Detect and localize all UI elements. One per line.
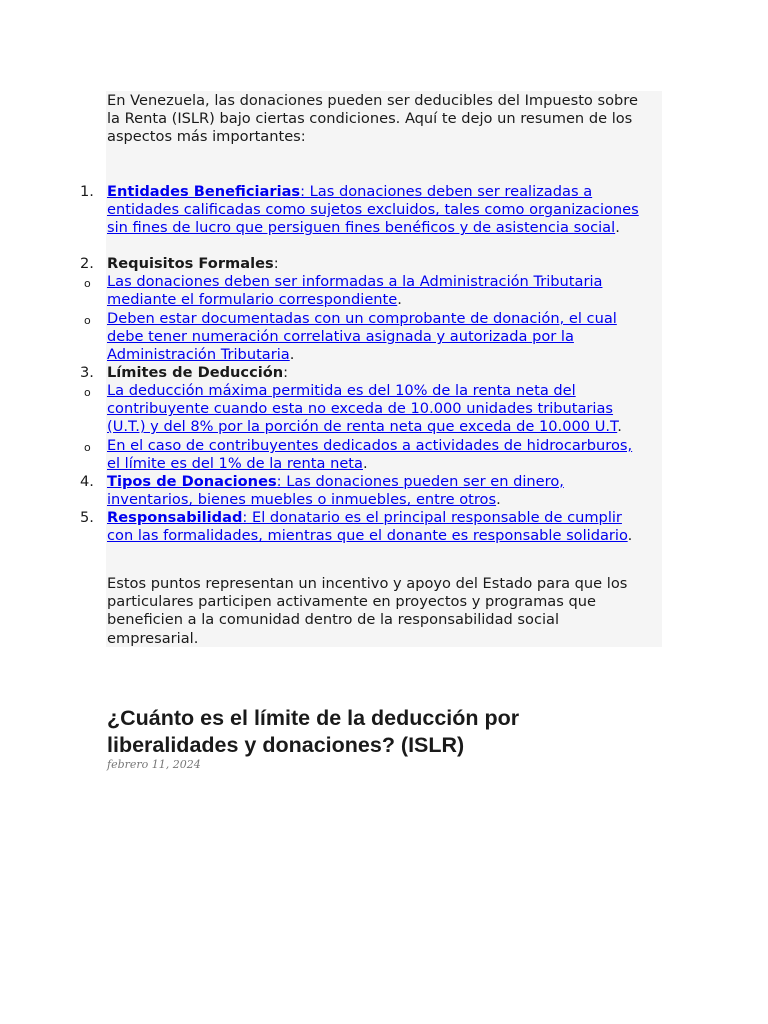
intro-line: En Venezuela, las donaciones pueden ser deducibles del Impuesto sobre bbox=[107, 92, 638, 109]
punctuation: . bbox=[397, 291, 402, 309]
limites-link-2-cont[interactable]: el límite es del 1% de la renta neta bbox=[107, 455, 363, 473]
punctuation: . bbox=[617, 418, 622, 436]
sub-item bbox=[84, 310, 667, 365]
responsabilidad-link-cont[interactable]: con las formalidades, mientras que el donante es responsable solidario bbox=[107, 527, 628, 545]
list-item-requisitos bbox=[80, 255, 667, 273]
outro-line: particulares participen activamente en proyectos y programas que bbox=[107, 593, 596, 611]
bullet-marker: o bbox=[84, 277, 91, 290]
punctuation: : bbox=[273, 255, 279, 272]
intro-paragraph bbox=[107, 92, 667, 147]
limites-link-1-cont[interactable]: (U.T.) y del 8% por la porción de renta neta que exceda de 10.000 U.T bbox=[107, 418, 618, 436]
outro-line: empresarial. bbox=[107, 629, 199, 647]
outro-line: Estos puntos representan un incentivo y apoyo del Estado para que los bbox=[107, 575, 628, 592]
tipos-link[interactable] bbox=[107, 473, 564, 490]
article-date: febrero 11, 2024 bbox=[107, 758, 201, 771]
link-title: Responsabilidad bbox=[107, 509, 243, 526]
list-number: 4. bbox=[80, 473, 94, 490]
responsabilidad-link[interactable] bbox=[107, 509, 622, 526]
list-number: 2. bbox=[80, 255, 94, 272]
link-text: : El donatario es el principal responsable de cumplir bbox=[242, 509, 622, 526]
list-number: 5. bbox=[80, 509, 94, 526]
bullet-marker: o bbox=[84, 386, 91, 399]
requisitos-link-1-cont[interactable]: mediante el formulario correspondiente bbox=[107, 291, 398, 309]
punctuation: . bbox=[615, 219, 620, 237]
bullet-marker: o bbox=[84, 314, 91, 327]
outro-line: beneficien a la comunidad dentro de la responsabilidad social bbox=[107, 611, 560, 629]
tipos-link-cont[interactable]: inventarios, bienes muebles o inmuebles, entre otros bbox=[107, 491, 497, 509]
requisitos-link-2-cont[interactable]: debe tener numeración correlativa asignada y autorizada por la bbox=[107, 328, 574, 346]
intro-line: la Renta (ISLR) bajo ciertas condiciones. Aquí te dejo un resumen de los bbox=[107, 110, 633, 128]
sub-item bbox=[84, 382, 667, 437]
list-item-responsabilidad bbox=[80, 509, 667, 545]
punctuation: . bbox=[289, 346, 295, 364]
limites-link-2[interactable]: En el caso de contribuyentes dedicados a actividades de hidrocarburos, bbox=[107, 437, 633, 454]
intro-line: aspectos más importantes: bbox=[107, 128, 306, 146]
article-title[interactable] bbox=[107, 705, 627, 759]
entidades-link-cont[interactable]: entidades calificadas como sujetos excluidos, tales como organizaciones bbox=[107, 201, 639, 219]
punctuation: . bbox=[496, 491, 501, 509]
requisitos-link-1[interactable]: Las donaciones deben ser informadas a la Administración Tributaria bbox=[107, 273, 603, 290]
item-title: Requisitos Formales bbox=[107, 255, 274, 272]
sub-item bbox=[84, 273, 667, 309]
title-line: ¿Cuánto es el límite de la deducción por bbox=[107, 706, 520, 730]
link-title: Tipos de Donaciones bbox=[107, 473, 277, 490]
link-text: : Las donaciones deben ser realizadas a bbox=[300, 183, 593, 200]
list-item-entidades bbox=[80, 183, 667, 238]
limites-link-1-cont[interactable]: contribuyente cuando esta no exceda de 10.000 unidades tributarias bbox=[107, 400, 614, 418]
entidades-link-cont[interactable]: sin fines de lucro que persiguen fines benéficos y de asistencia social bbox=[107, 219, 616, 237]
bullet-marker: o bbox=[84, 441, 91, 454]
title-line: liberalidades y donaciones? (ISLR) bbox=[107, 733, 465, 757]
punctuation: : bbox=[283, 364, 289, 381]
requisitos-link-2[interactable]: Deben estar documentadas con un comprobante de donación, el cual bbox=[107, 310, 617, 327]
item-title: Límites de Deducción bbox=[107, 364, 284, 381]
outro-paragraph bbox=[107, 575, 667, 648]
list-number: 3. bbox=[80, 364, 94, 381]
requisitos-link-2-cont[interactable]: Administración Tributaria bbox=[107, 346, 290, 364]
list-item-limites bbox=[80, 364, 667, 382]
list-item-tipos bbox=[80, 473, 667, 509]
punctuation: . bbox=[627, 527, 633, 545]
punctuation: . bbox=[362, 455, 368, 473]
entidades-link[interactable] bbox=[107, 183, 592, 200]
limites-link-1[interactable]: La deducción máxima permitida es del 10% de la renta neta del bbox=[107, 382, 576, 399]
link-text: : Las donaciones pueden ser en dinero, bbox=[276, 473, 564, 490]
sub-item bbox=[84, 437, 667, 473]
link-title: Entidades Beneficiarias bbox=[107, 183, 301, 200]
list-number: 1. bbox=[80, 183, 94, 200]
